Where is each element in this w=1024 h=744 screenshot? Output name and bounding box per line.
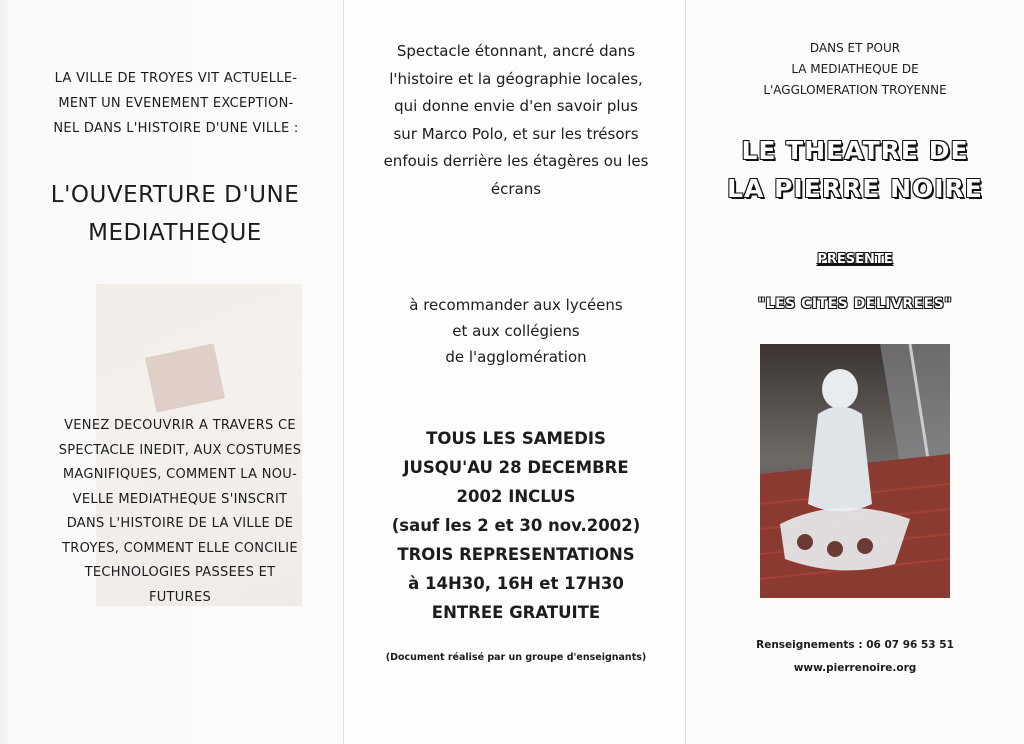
company-title: LE THEATRE DE LA PIERRE NOIRE: [727, 136, 983, 203]
recommendation: à recommander aux lycéens et aux collégiens de l'agglomération: [409, 296, 623, 366]
left-panel: [0, 0, 344, 744]
presents-label: PRESENTE: [817, 252, 893, 267]
phone-text: Renseignements : 06 07 96 53 51: [756, 639, 954, 651]
description-text: VENEZ DECOUVRIR A TRAVERS CE SPECTACLE INEDIT, AUX COSTUMES MAGNIFIQUES, COMMENT LA NOU- VELLE MEDIATHEQUE S'INSCRIT DANS L'HISTOIRE DE LA VILLE DE TROYES, COMMENT ELLE CONCILIE TECHNOLOGIES PASSEES ET FUTURES: [58, 418, 302, 605]
contact-info: [706, 634, 1004, 680]
show-photo: [760, 344, 950, 598]
show-title: "LES CITES DELIVREES": [757, 296, 953, 312]
intro-text: LA VILLE DE TROYES VIT ACTUELLE- MENT UN EVENEMENT EXCEPTION- NEL DANS L'HISTOIRE D'UNE VILLE :: [53, 71, 299, 136]
website-text: www.pierrenoire.org: [793, 662, 917, 674]
headline: L'OUVERTURE D'UNE MEDIATHEQUE: [50, 182, 300, 246]
footnote: (Document réalisé par un groupe d'enseignants): [385, 652, 647, 663]
show-description: Spectacle étonnant, ancré dans l'histoire et la géographie locales, qui donne envie d'en savoir plus sur Marco Polo, et sur les trésors enfouis derrière les étagères ou les écrans: [383, 42, 649, 198]
middle-panel: [344, 0, 686, 744]
venue-text: DANS ET POUR LA MEDIATHEQUE DE L'AGGLOMERATION TROYENNE: [763, 41, 947, 97]
schedule: TOUS LES SAMEDIS JUSQU'AU 28 DECEMBRE 2002 INCLUS (sauf les 2 et 30 nov.2002) TROIS REPRESENTATIONS à 14H30, 16H et 17H30 ENTREE GRATUITE: [391, 429, 641, 622]
